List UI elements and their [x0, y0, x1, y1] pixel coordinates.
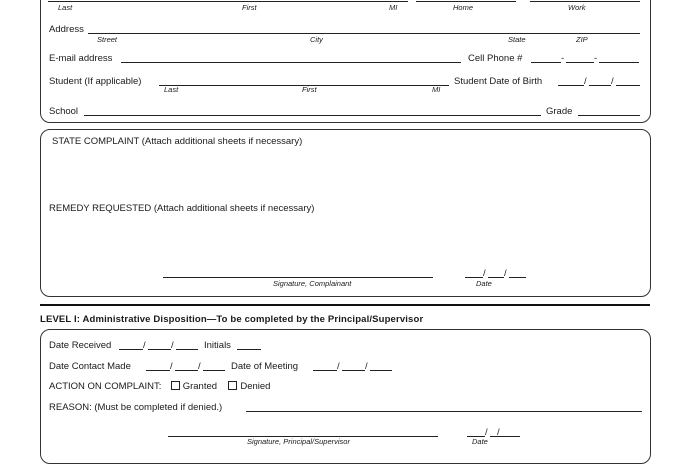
city-caption: City	[310, 35, 323, 44]
date-meeting-slash-1: /	[337, 361, 340, 372]
last-name-caption: Last	[58, 3, 73, 12]
complainant-date-caption: Date	[476, 279, 492, 288]
principal-signature-caption: Signature, Principal/Supervisor	[247, 437, 350, 446]
date-contact-slash-1: /	[170, 361, 173, 372]
street-caption: Street	[97, 35, 118, 44]
dob-day-line[interactable]	[589, 85, 611, 86]
email-label: E-mail address	[49, 53, 113, 64]
cell-prefix-line[interactable]	[566, 62, 594, 63]
student-mi-caption: MI	[432, 85, 441, 94]
cell-dash-1: -	[561, 53, 565, 64]
student-first-caption: First	[302, 85, 317, 94]
date-meeting-day[interactable]	[342, 370, 365, 371]
principal-date-caption: Date	[472, 437, 488, 446]
school-label: School	[49, 106, 79, 117]
name-line[interactable]	[48, 1, 408, 2]
date-contact-label: Date Contact Made	[49, 361, 131, 372]
home-phone-line[interactable]	[416, 1, 516, 2]
student-dob-label: Student Date of Birth	[454, 76, 543, 87]
work-phone-line[interactable]	[530, 1, 640, 2]
date-received-slash-1: /	[143, 340, 146, 351]
principal-date-slash-1: /	[485, 427, 488, 438]
cell-dash-2: -	[594, 53, 598, 64]
address-line[interactable]	[88, 33, 640, 34]
action-row	[49, 381, 270, 392]
reason-label: REASON: (Must be completed if denied.)	[49, 402, 223, 413]
student-last-caption: Last	[164, 85, 179, 94]
complainant-signature-caption: Signature, Complainant	[273, 279, 352, 288]
date-contact-month[interactable]	[146, 370, 170, 371]
date-meeting-year[interactable]	[370, 370, 392, 371]
work-caption: Work	[568, 3, 586, 12]
cell-number-line[interactable]	[599, 62, 639, 63]
student-label: Student (If applicable)	[49, 76, 142, 87]
complainant-date-slash-2: /	[504, 268, 507, 279]
cell-area-line[interactable]	[531, 62, 561, 63]
complainant-date-day[interactable]	[488, 277, 504, 278]
zip-caption: ZIP	[576, 35, 588, 44]
date-received-day[interactable]	[148, 349, 171, 350]
reason-line[interactable]	[246, 411, 642, 412]
mi-caption: MI	[389, 3, 398, 12]
date-received-label: Date Received	[49, 340, 112, 351]
complainant-date-month[interactable]	[465, 277, 483, 278]
first-name-caption: First	[242, 3, 257, 12]
school-line[interactable]	[84, 115, 541, 116]
date-contact-slash-2: /	[198, 361, 201, 372]
initials-line[interactable]	[237, 349, 261, 350]
granted-checkbox[interactable]	[171, 381, 180, 390]
cell-phone-label: Cell Phone #	[468, 53, 523, 64]
initials-label: Initials	[204, 340, 231, 351]
email-line[interactable]	[121, 62, 461, 63]
date-meeting-slash-2: /	[365, 361, 368, 372]
date-contact-day[interactable]	[175, 370, 198, 371]
grade-line[interactable]	[578, 115, 640, 116]
grade-label: Grade	[546, 106, 573, 117]
granted-label: Granted	[182, 381, 218, 392]
state-caption: State	[508, 35, 526, 44]
complainant-date-year[interactable]	[509, 277, 526, 278]
denied-checkbox[interactable]	[228, 381, 237, 390]
home-caption: Home	[453, 3, 474, 12]
address-label: Address	[49, 24, 84, 35]
denied-label: Denied	[240, 381, 271, 392]
remedy-area[interactable]	[50, 217, 640, 271]
action-label: ACTION ON COMPLAINT:	[49, 381, 162, 392]
date-received-year[interactable]	[176, 349, 198, 350]
state-complaint-area[interactable]	[50, 150, 640, 198]
date-meeting-label: Date of Meeting	[231, 361, 299, 372]
date-received-month[interactable]	[119, 349, 143, 350]
dob-month-line[interactable]	[558, 85, 584, 86]
section-divider	[40, 304, 650, 306]
complainant-signature-line[interactable]	[163, 277, 433, 278]
date-meeting-month[interactable]	[313, 370, 337, 371]
state-complaint-label: STATE COMPLAINT (Attach additional sheets if necessary)	[52, 136, 303, 147]
principal-date-slash-2: /	[497, 427, 500, 438]
principal-date-year[interactable]	[502, 436, 520, 437]
dob-slash-1: /	[584, 76, 587, 87]
remedy-requested-label: REMEDY REQUESTED (Attach additional sheets if necessary)	[49, 203, 315, 214]
dob-slash-2: /	[611, 76, 614, 87]
date-contact-year[interactable]	[203, 370, 225, 371]
dob-year-line[interactable]	[616, 85, 640, 86]
complainant-date-slash-1: /	[483, 268, 486, 279]
level1-heading: LEVEL I: Administrative Disposition—To be completed by the Principal/Supervisor	[40, 314, 424, 325]
date-received-slash-2: /	[171, 340, 174, 351]
